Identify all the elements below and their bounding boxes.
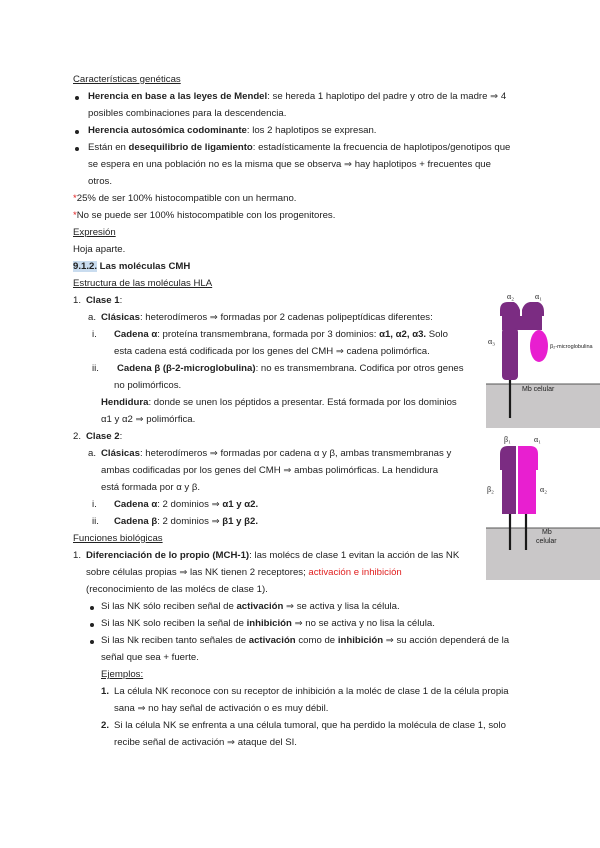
beta2-microglobulin <box>530 330 548 362</box>
func1-line2: sobre células propias ⇒ las NK tienen 2 receptores; activación e inhibición <box>86 567 402 578</box>
section-title-genetics: Características genéticas <box>73 74 181 85</box>
class1ii-text: Cadena β (β-2-microglobulina): no es transmembrana. Codifica por otros genes <box>117 363 464 374</box>
label-alpha2: α₂ <box>540 485 547 494</box>
example1-line2: sana ⇒ no hay señal de activación o es muy débil. <box>114 703 329 714</box>
class1-label: Clase 1: <box>86 295 123 306</box>
mhc-class1-diagram <box>486 288 600 428</box>
class2ii-numeral: ii. <box>92 516 99 527</box>
class1i-numeral: i. <box>92 329 97 340</box>
func1-number: 1. <box>73 550 82 561</box>
alpha3-domain <box>502 328 518 380</box>
example2-number: 2. <box>101 720 110 731</box>
bullet <box>75 130 79 134</box>
class1ii-line2: no polimórficos. <box>114 380 182 391</box>
examples-title: Ejemplos: <box>101 669 144 680</box>
bullet <box>90 623 94 627</box>
class1a-letter: a. <box>88 312 97 323</box>
class2a-line3: está formada por α y β. <box>101 482 201 493</box>
class2-label: Clase 2: <box>86 431 123 442</box>
section-title-expresion: Expresión <box>73 227 116 238</box>
func1-line3: (reconocimiento de las molécs de clase 1). <box>86 584 268 595</box>
beta-chain <box>500 446 516 514</box>
class2-number: 2. <box>73 431 82 442</box>
label-beta2: β₂ <box>487 485 494 494</box>
bullet <box>75 96 79 100</box>
bullet-ligamiento-line2: se espera en una población no es la misma que se observa ⇒ hay haplotipos + frecuentes que <box>88 159 491 170</box>
bullet <box>90 606 94 610</box>
bullet-codominante: Herencia autosómica codominante: los 2 haplotipos se expresan. <box>88 125 377 136</box>
bullet-ligamiento-line3: otros. <box>88 176 112 187</box>
hendidura-line2: α1 y α2 ⇒ polimórfica. <box>101 414 196 425</box>
label-alpha1: α₁ <box>534 435 541 444</box>
bullet <box>75 147 79 151</box>
point-both-line2: señal que sea + fuerte. <box>101 652 199 663</box>
note-parents: *No se puede ser 100% histocompatible con los progenitores. <box>73 210 336 221</box>
section-title-funciones: Funciones biológicas <box>73 533 163 544</box>
alpha2-domain-right <box>522 302 544 316</box>
point-activation: Si las NK sólo reciben señal de activación ⇒ se activa y lisa la célula. <box>101 601 400 612</box>
label-membrane-celular: celular <box>536 538 557 545</box>
bullet-mendel: Herencia en base a las leyes de Mendel: se hereda 1 haplotipo del padre y otro de la madre ⇒ 4 <box>88 91 507 102</box>
expresion-text: Hoja aparte. <box>73 244 126 255</box>
label-alpha2: α₂ <box>507 292 514 301</box>
class2i-numeral: i. <box>92 499 97 510</box>
hendidura-text: Hendidura: donde se unen los péptidos a presentar. Está formada por los dominios <box>101 397 457 408</box>
bullet-mendel-line2: posibles combinaciones para la descendencia. <box>88 108 287 119</box>
subtitle-hla-structure: Estructura de las moléculas HLA <box>73 278 213 289</box>
class1-number: 1. <box>73 295 82 306</box>
class2a-text: Clásicas: heterodímeros ⇒ formadas por cadena α y β, ambas transmembranas y <box>101 448 452 459</box>
example2-text: Si la célula NK se enfrenta a una célula tumoral, que ha perdido la molécula de clase 1, solo <box>114 720 506 731</box>
example1-number: 1. <box>101 686 110 697</box>
note-sibling: *25% de ser 100% histocompatible con un hermano. <box>73 193 297 204</box>
class2a-line2: ambas codificadas por los genes del CMH ⇒ ambas polimórficas. La hendidura <box>101 465 439 476</box>
example2-line2: recibe señal de activación ⇒ ataque del SI. <box>114 737 297 748</box>
alpha-cleft-base <box>502 316 542 330</box>
label-alpha1: α₁ <box>535 292 542 301</box>
example1-text: La célula NK reconoce con su receptor de inhibición a la moléc de clase 1 de la célula propia <box>114 686 509 697</box>
label-b2-microglobulin: β₂-microglobulina <box>550 344 593 350</box>
label-membrane-mb: Mb <box>542 529 552 536</box>
point-inhibition: Si las NK solo reciben la señal de inhibición ⇒ no se activa y no lisa la célula. <box>101 618 435 629</box>
alpha-chain <box>518 446 538 514</box>
class1ii-numeral: ii. <box>92 363 99 374</box>
bullet-ligamiento: Están en desequilibrio de ligamiento: estadísticamente la frecuencia de haplotipos/genotipos que <box>88 142 511 153</box>
class1i-line2: esta cadena está codificada por los genes del CMH ⇒ cadena polimórfica. <box>114 346 430 357</box>
alpha1-domain-left <box>500 302 520 316</box>
label-membrane: Mb celular <box>522 386 555 393</box>
label-alpha3: α₃ <box>488 337 495 346</box>
class2a-letter: a. <box>88 448 97 459</box>
point-both: Si las Nk reciben tanto señales de activación como de inhibición ⇒ su acción dependerá de la <box>101 635 510 646</box>
section-heading-cmh: 9.1.2. Las moléculas CMH <box>73 261 191 272</box>
class1a-text: Clásicas: heterodímeros ⇒ formadas por 2 cadenas polipeptídicas diferentes: <box>101 312 433 323</box>
mhc-class2-diagram <box>486 430 600 580</box>
func1-text: Diferenciación de lo propio (MCH-1): las molécs de clase 1 evitan la acción de las NK <box>86 550 460 561</box>
class1i-text: Cadena α: proteína transmembrana, formada por 3 dominios: α1, α2, α3. Solo <box>114 329 448 340</box>
class2ii-text: Cadena β: 2 dominios ⇒ β1 y β2. <box>114 516 259 527</box>
bullet <box>90 640 94 644</box>
class2i-text: Cadena α: 2 dominios ⇒ α1 y α2. <box>114 499 259 510</box>
label-beta1: β₁ <box>504 435 511 444</box>
